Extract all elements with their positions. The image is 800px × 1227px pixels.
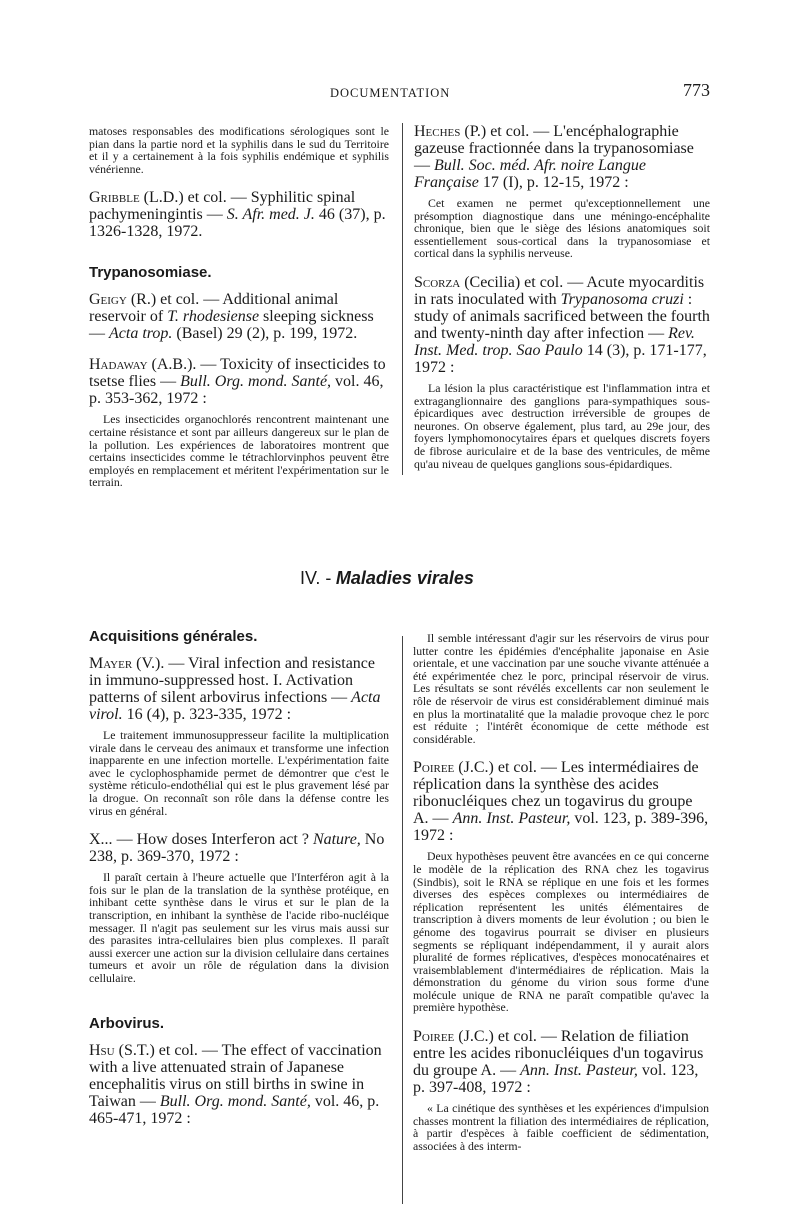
reference-poiree-1 [413, 759, 709, 844]
column-divider-bottom [402, 636, 403, 1204]
reference-geigy [89, 291, 389, 342]
chapter-title [300, 568, 560, 589]
running-header: DOCUMENTATION [330, 86, 451, 100]
reference-title: (Cecilia) et col. — Acute myocarditis in rats inoculated with [414, 273, 705, 308]
reference-species: Trypanosoma cruzi [560, 290, 684, 308]
reference-title: (L.D.) et col. — Syphilitic spinal pachymeningintis — [89, 189, 356, 224]
reference-journal: Acta virol. [89, 689, 381, 723]
reference-citation: No 238, p. 369-370, 1972 : [89, 831, 385, 866]
abstract-hadaway: Les insecticides organochlorés rencontrent maintenant une certaine résistance et sont par ailleurs dangereux sur le plan de la pollution. Les expériences de laboratoires montrent que certains insecticides comme le tétrachlorvinphos peuvent être employés en remplacement et méritent l'expérimentation sur le terrain. [89, 412, 389, 490]
reference-poiree-2 [413, 1028, 709, 1096]
reference-author: Poiree [413, 759, 455, 777]
reference-author: Scorza [414, 273, 461, 291]
reference-author: Mayer [89, 655, 133, 672]
section-heading-acquisitions: Acquisitions générales. [89, 628, 258, 645]
reference-title: (S.T.) et col. — The effect of vaccination with a live attenuated strain of Japanese encephalitis virus on still births in swine in Taiwan — [89, 1041, 382, 1110]
abstract-scorza: La lésion la plus caractéristique est l'inflammation intra et extraganglionnaire des ganglions para-sympathiques sous-épicardiques avec destruction irréversible de groupes de neurones. On observe également, plus tard, au 29e jour, des foyers lymphomonocytaires épars et quelques discrets foyers de fibrose auriculaire et de la base des ventricules, de même qu'au niveau de quelques ganglions sous-épidardiques. [414, 380, 710, 471]
section-heading-trypanosomiase: Trypanosomiase. [89, 264, 212, 282]
reference-journal: Ann. Inst. Pasteur, [520, 1062, 638, 1080]
reference-citation: vol. 123, p. 397-408, 1972 : [413, 1062, 699, 1097]
column-divider-top [402, 123, 403, 475]
reference-journal: Ann. Inst. Pasteur, [452, 810, 571, 828]
reference-heches [414, 123, 710, 191]
abstract-poiree-2: « La cinétique des synthèses et les expériences d'impulsion chasses montrent la filiation des intermédiaires de réplication, à partir d'espèces à faible coefficient de sédimentation, associées à des interm- [413, 1101, 709, 1153]
page-number: 773 [683, 80, 710, 100]
abstract-mayer: Le traitement immunosuppresseur facilite la multiplication virale dans le cerveau des animaux et transforme une infection inapparente en une infection mortelle. L'expérimentation faite avec le cyclophosphamide permet de démontrer que c'est le système réticulo-endothélial qui est le plus gravement lésé par la drogue. On reconnaît son rôle dans la défense contre les virus en général. [89, 728, 389, 818]
reference-citation: 16 (4), p. 323-335, 1972 : [122, 706, 292, 723]
reference-title-cont: : study of animals sacrificed between the fourth and twenty-ninth day after infection — [414, 290, 710, 342]
reference-title: (R.) et col. — Additional animal reservoir of [89, 291, 339, 326]
reference-title: (J.C.) et col. — Les intermédiaires de réplication dans la synthèse des acides ribonucléiques chez un togavirus du groupe A. — [413, 759, 699, 828]
reference-author: X... [89, 831, 113, 849]
reference-citation: 14 (3), p. 171-177, 1972 : [414, 341, 707, 376]
bottom-left-column [89, 628, 389, 1133]
reference-scorza [414, 274, 710, 376]
reference-citation: vol. 46, p. 465-471, 1972 : [89, 1092, 380, 1127]
bottom-right-column [413, 632, 709, 1166]
reference-journal: Bull. Soc. méd. Afr. noire Langue Française [414, 157, 646, 191]
reference-journal: S. Afr. med. J. [226, 206, 315, 224]
reference-author: Hadaway [89, 356, 148, 374]
reference-author: Heches [414, 123, 461, 140]
reference-title: (P.) et col. — L'encéphalographie gazeuse fractionnée dans la trypanosomiase — [414, 123, 694, 174]
reference-title: (J.C.) et col. — Relation de filiation entre les acides ribonucléiques d'un togavirus du groupe A. — [413, 1028, 704, 1080]
chapter-name: Maladies virales [335, 568, 474, 588]
reference-journal: Bull. Org. mond. Santé, [180, 373, 332, 391]
reference-citation: vol. 123, p. 389-396, 1972 : [413, 810, 709, 845]
reference-journal: Acta trop. [109, 325, 173, 343]
reference-mayer [89, 655, 389, 723]
reference-journal: Bull. Org. mond. Santé, [159, 1092, 311, 1110]
reference-citation: vol. 46, p. 353-362, 1972 : [89, 373, 384, 408]
reference-citation: 46 (37), p. 1326-1328, 1972. [89, 206, 386, 241]
abstract-heches: Cet examen ne permet qu'exceptionnellement une présomption diagnostique dans une méningo-encéphalite chronique, bien que le siège des lésions anatomiques soit essentiellement sous-cortical dans la trypanosomiase et cortical dans la syphilis nerveuse. [414, 196, 710, 261]
reference-x [89, 831, 389, 865]
top-left-column [89, 125, 389, 503]
abstract-poiree-1: Deux hypothèses peuvent être avancées en ce qui concerne le modèle de la réplication des RNA chez les togavirus (Sindbis), soit le RNA se réplique en une fois et les formes diverses des espèces complexes ou intermédiaires de réplication représentent les unités élémentaires de transcription à divers moments de leur évolution ; ou bien le génome des togavirus pourrait se diviser en plusieurs segments se répliquant indépendamment, il y aurait alors pluralité de formes réplicatives, d'espèces monocaténaires et vraisemblablement d'intermédiaires de réplication. Mais la démonstration du génome du virion sous forme d'une molécule unique de RNA ne paraît compatible qu'avec la première hypothèse. [413, 849, 709, 1015]
reference-title: (V.). — Viral infection and resistance in immuno-suppressed host. I. Activation patterns of silent arbovirus infections — [89, 655, 375, 706]
reference-hadaway [89, 356, 389, 407]
abstract-x: Il paraît certain à l'heure actuelle que l'Interféron agit à la fois sur le plan de la translation de la synthèse protéique, en inhibant cette synthèse dans le virus et sur le plan de la transcription, en inhibant la synthèse de l'acide ribo-nucléique messager. Il n'agit pas seulement sur les virus mais aussi sur des parasites intra-cellulaires bien plus complexes. Il paraît aussi exercer une action sur la division cellulaire dans certaines tumeurs et avoir un rôle de régulation dans la division cellulaire. [89, 870, 389, 985]
reference-journal: Rev. Inst. Med. trop. Sao Paulo [414, 324, 695, 359]
continued-abstract: matoses responsables des modifications sérologiques sont le pian dans la partie nord et la syphilis dans le sud du Territoire et il y a certainement à la fois syphilis endémique et syphilis vénérienne. [89, 124, 389, 176]
reference-journal: Nature, [312, 831, 361, 849]
reference-author: Hsu [89, 1041, 115, 1059]
reference-title: (A.B.). — Toxicity of insecticides to tsetse flies — [89, 356, 386, 391]
reference-title-cont: sleeping sickness — [89, 308, 374, 343]
reference-citation: (Basel) 29 (2), p. 199, 1972. [172, 325, 358, 343]
reference-species: T. rhodesiense [167, 308, 260, 326]
reference-gribble [89, 189, 389, 240]
chapter-number: IV. - [300, 568, 332, 588]
reference-author: Gribble [89, 189, 140, 207]
abstract-hsu: Il semble intéressant d'agir sur les réservoirs de virus pour lutter contre les épidémies d'encéphalite japonaise en Asie orientale, et une vaccination par une souche vivante atténuée a été expérimentée chez le porc, principal réservoir de virus. Les résultats se sont révélés excellents car non seulement le rôle de réservoir de virus est considérablement diminué mais en plus la mortinatalité que la maladie provoque chez le porc est réduite ; l'intérêt économique de cette méthode est considérable. [413, 631, 709, 746]
reference-hsu [89, 1042, 389, 1127]
reference-author: Geigy [89, 291, 127, 309]
reference-title: — How doses Interferon act ? [112, 831, 313, 849]
top-right-column [414, 123, 710, 484]
reference-citation: 17 (I), p. 12-15, 1972 : [478, 174, 629, 191]
section-heading-arbovirus: Arbovirus. [89, 1014, 165, 1032]
reference-author: Poiree [413, 1028, 455, 1046]
